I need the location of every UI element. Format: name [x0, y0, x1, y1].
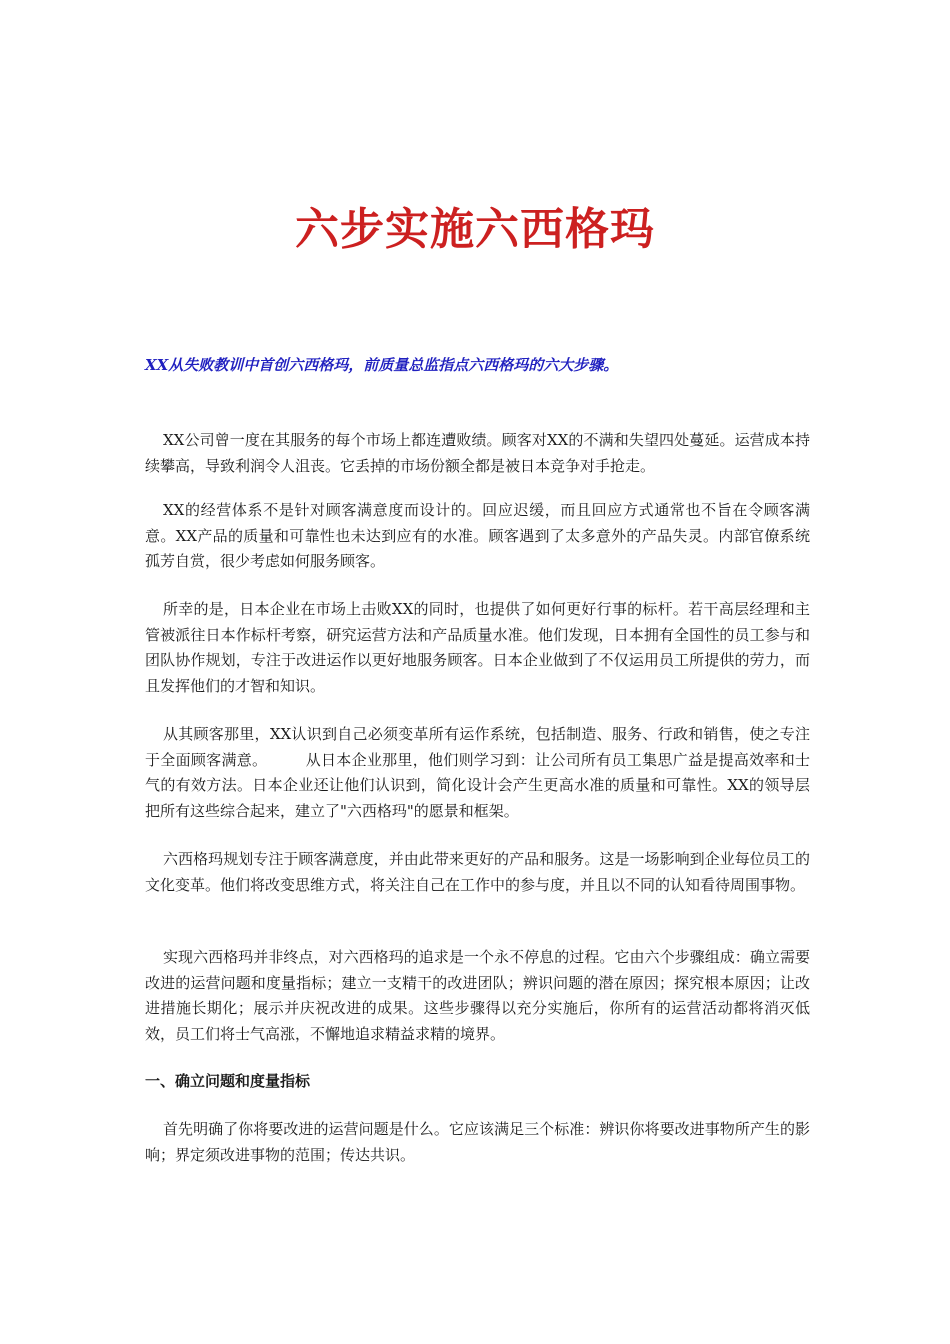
document-subtitle: XX从失败教训中首创六西格玛，前质量总监指点六西格玛的六大步骤。	[145, 356, 619, 374]
document-title: 六步实施六西格玛	[295, 204, 655, 255]
paragraph-5: 六西格玛规划专注于顾客满意度，并由此带来更好的产品和服务。这是一场影响到企业每位员工的文化变革。他们将改变思维方式，将关注自己在工作中的参与度，并且以不同的认知看待周围事物。	[145, 850, 810, 894]
section-paragraph: 首先明确了你将要改进的运营问题是什么。它应该满足三个标准：辨识你将要改进事物所产生的影响；界定须改进事物的范围；传达共识。	[145, 1120, 810, 1164]
paragraph-1: XX公司曾一度在其服务的每个市场上都连遭败绩。顾客对XX的不满和失望四处蔓延。运营成本持续攀高，导致利润令人沮丧。它丢掉的市场份额全都是被日本竞争对手抢走。	[145, 431, 810, 475]
paragraph-3: 所幸的是，日本企业在市场上击败XX的同时，也提供了如何更好行事的标杆。若干高层经理和主管被派往日本作标杆考察，研究运营方法和产品质量水准。他们发现，日本拥有全国性的员工参与和团队协作规划，专注于改进运作以更好地服务顾客。日本企业做到了不仅运用员工所提供的劳力，而且发挥他们的才智和知识。	[145, 600, 810, 695]
paragraph-4: 从其顾客那里，XX认识到自己必须变革所有运作系统，包括制造、服务、行政和销售，使之专注于全面顾客满意。 从日本企业那里，他们则学习到：让公司所有员工集思广益是提高效率和士气的有效方法。日本企业还让他们认识到，简化设计会产生更高水准的质量和可靠性。XX的领导层把所有这些综合起来，建立了"六西格玛"的愿景和框架。	[145, 725, 810, 820]
paragraph-2: XX的经营体系不是针对顾客满意度而设计的。回应迟缓，而且回应方式通常也不旨在令顾客满意。XX产品的质量和可靠性也未达到应有的水准。顾客遇到了太多意外的产品失灵。内部官僚系统孤芳自赏，很少考虑如何服务顾客。	[145, 501, 810, 570]
section-heading: 一、确立问题和度量指标	[145, 1072, 311, 1090]
paragraph-6: 实现六西格玛并非终点，对六西格玛的追求是一个永不停息的过程。它由六个步骤组成：确立需要改进的运营问题和度量指标；建立一支精干的改进团队；辨识问题的潜在原因；探究根本原因；让改进措施长期化；展示并庆祝改进的成果。这些步骤得以充分实施后，你所有的运营活动都将消灭低效，员工们将士气高涨，不懈地追求精益求精的境界。	[145, 948, 810, 1043]
